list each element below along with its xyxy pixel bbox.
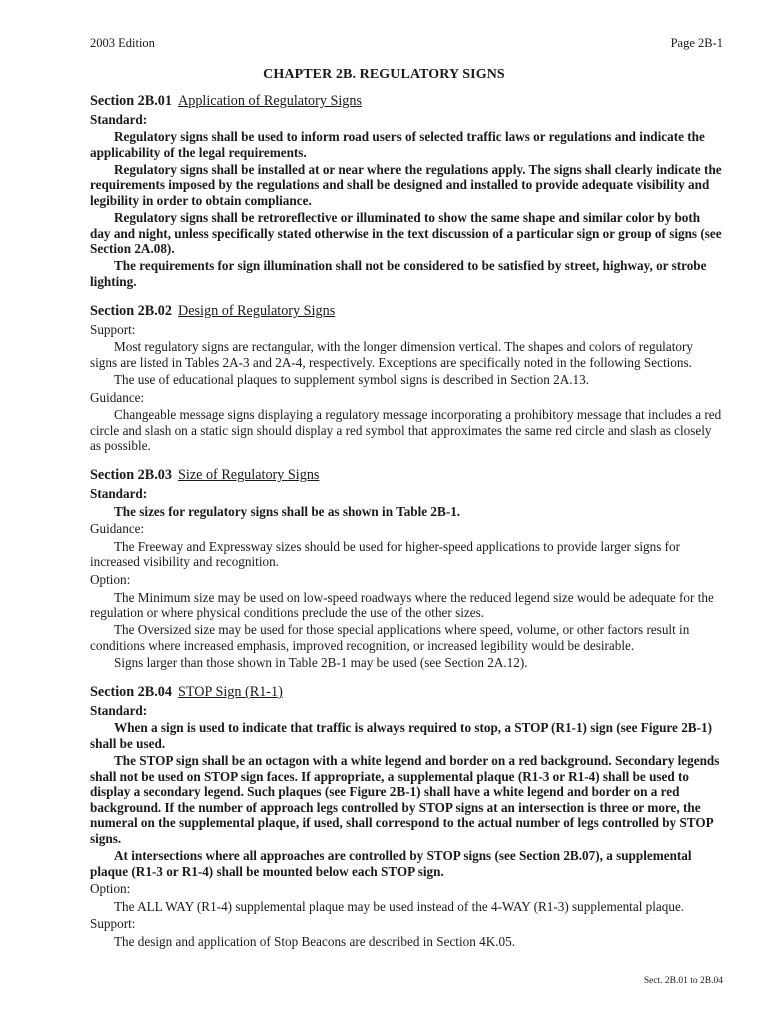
section-title: Size of Regulatory Signs bbox=[177, 467, 320, 484]
standard-paragraph: At intersections where all approaches are controlled by STOP signs (see Section 2B.07), a supplemental plaque (R1-3 or R1-4) shall be mounted below each STOP sign. bbox=[90, 848, 692, 879]
section-title: STOP Sign (R1-1) bbox=[177, 684, 283, 701]
paragraph-category-label: Guidance: bbox=[90, 389, 145, 405]
paragraph-category-label: Guidance: bbox=[90, 521, 145, 537]
standard-paragraph: Regulatory signs shall be retroreflective or illuminated to show the same shape and similar color by both day and night, unless specifically stated otherwise in the text discussion of a particular sign or group of signs (see Section 2A.08). bbox=[90, 210, 722, 257]
paragraph-category-label: Standard: bbox=[90, 486, 148, 502]
section-number: Section 2B.01 bbox=[90, 93, 172, 109]
paragraph-category-label: Standard: bbox=[90, 111, 148, 127]
paragraph: The Minimum size may be used on low-speed roadways where the reduced legend size would be adequate for the regulation or where physical conditions preclude the use of the other sizes. bbox=[90, 589, 714, 621]
standard-paragraph: Regulatory signs shall be installed at or near where the regulations apply. The signs shall clearly indicate the requirements imposed by the regulations and shall be designed and installed to provide adequate visibility and legibility in order to obtain compliance. bbox=[90, 161, 722, 209]
paragraph-category-label: Option: bbox=[90, 572, 131, 588]
standard-paragraph: The sizes for regulatory signs shall be as shown in Table 2B-1. bbox=[114, 503, 461, 519]
edition-label: 2003 Edition bbox=[90, 36, 155, 50]
paragraph: The ALL WAY (R1-4) supplemental plaque may be used instead of the 4-WAY (R1-3) supplemental plaque. bbox=[114, 898, 685, 914]
page-number: Page 2B-1 bbox=[670, 36, 723, 50]
section-heading bbox=[90, 94, 723, 110]
standard-paragraph: The requirements for sign illumination shall not be considered to be satisfied by street, highway, or strobe lighting. bbox=[90, 258, 707, 290]
paragraph: Changeable message signs displaying a regulatory message incorporating a prohibitory message that includes a red circle and slash on a static sign should display a red symbol that approximates the same red circle and slash as closely as possible. bbox=[90, 407, 722, 454]
standard-paragraph: When a sign is used to indicate that traffic is always required to stop, a STOP (R1-1) sign (see Figure 2B-1) shall be used. bbox=[90, 720, 712, 751]
section-number: Section 2B.02 bbox=[90, 303, 172, 320]
paragraph: Signs larger than those shown in Table 2B-1 may be used (see Section 2A.12). bbox=[114, 655, 528, 670]
section-heading bbox=[90, 468, 723, 484]
paragraph: The design and application of Stop Beacons are described in Section 4K.05. bbox=[114, 934, 516, 949]
section-heading bbox=[90, 304, 723, 320]
paragraph: The Freeway and Expressway sizes should be used for higher-speed applications to provide larger signs for increased visibility and recognition. bbox=[90, 538, 681, 570]
chapter-title: CHAPTER 2B. REGULATORY SIGNS bbox=[263, 67, 505, 82]
document-body bbox=[90, 94, 723, 951]
paragraph-category-label: Option: bbox=[90, 881, 131, 897]
section-title: Application of Regulatory Signs bbox=[177, 93, 363, 109]
standard-paragraph: The STOP sign shall be an octagon with a white legend and border on a red background. Secondary legends shall not be used on STOP sign faces. If appropriate, a supplemental plaque (R1-3 or R1-4) shall be used to display a secondary legend. Such plaques (see Figure 2B-1) shall have a white legend and border on a red background. If the number of approach legs controlled by STOP signs at an intersection is three or more, the numeral on the supplemental plaque, if used, shall correspond to the actual number of legs controlled by STOP signs. bbox=[90, 752, 720, 846]
section-heading bbox=[90, 685, 723, 701]
paragraph: The Oversized size may be used for those special applications where speed, volume, or other factors result in conditions where increased emphasis, improved recognition, or increased legibility would be desirable. bbox=[90, 622, 690, 653]
section-number: Section 2B.03 bbox=[90, 467, 172, 484]
section-range-footer: Sect. 2B.01 to 2B.04 bbox=[643, 976, 723, 986]
paragraph-category-label: Support: bbox=[90, 916, 136, 932]
section-number: Section 2B.04 bbox=[90, 684, 172, 701]
paragraph: The use of educational plaques to supplement symbol signs is described in Section 2A.13. bbox=[114, 372, 590, 387]
section-title: Design of Regulatory Signs bbox=[177, 303, 336, 320]
paragraph: Most regulatory signs are rectangular, with the longer dimension vertical. The shapes and colors of regulatory signs are listed in Tables 2A-3 and 2A-4, respectively. Exceptions are specifically noted in the following Sections. bbox=[90, 339, 693, 370]
paragraph-category-label: Standard: bbox=[90, 702, 148, 718]
standard-paragraph: Regulatory signs shall be used to inform road users of selected traffic laws or regulations and indicate the applicability of the legal requirements. bbox=[90, 129, 705, 160]
paragraph-category-label: Support: bbox=[90, 321, 136, 337]
